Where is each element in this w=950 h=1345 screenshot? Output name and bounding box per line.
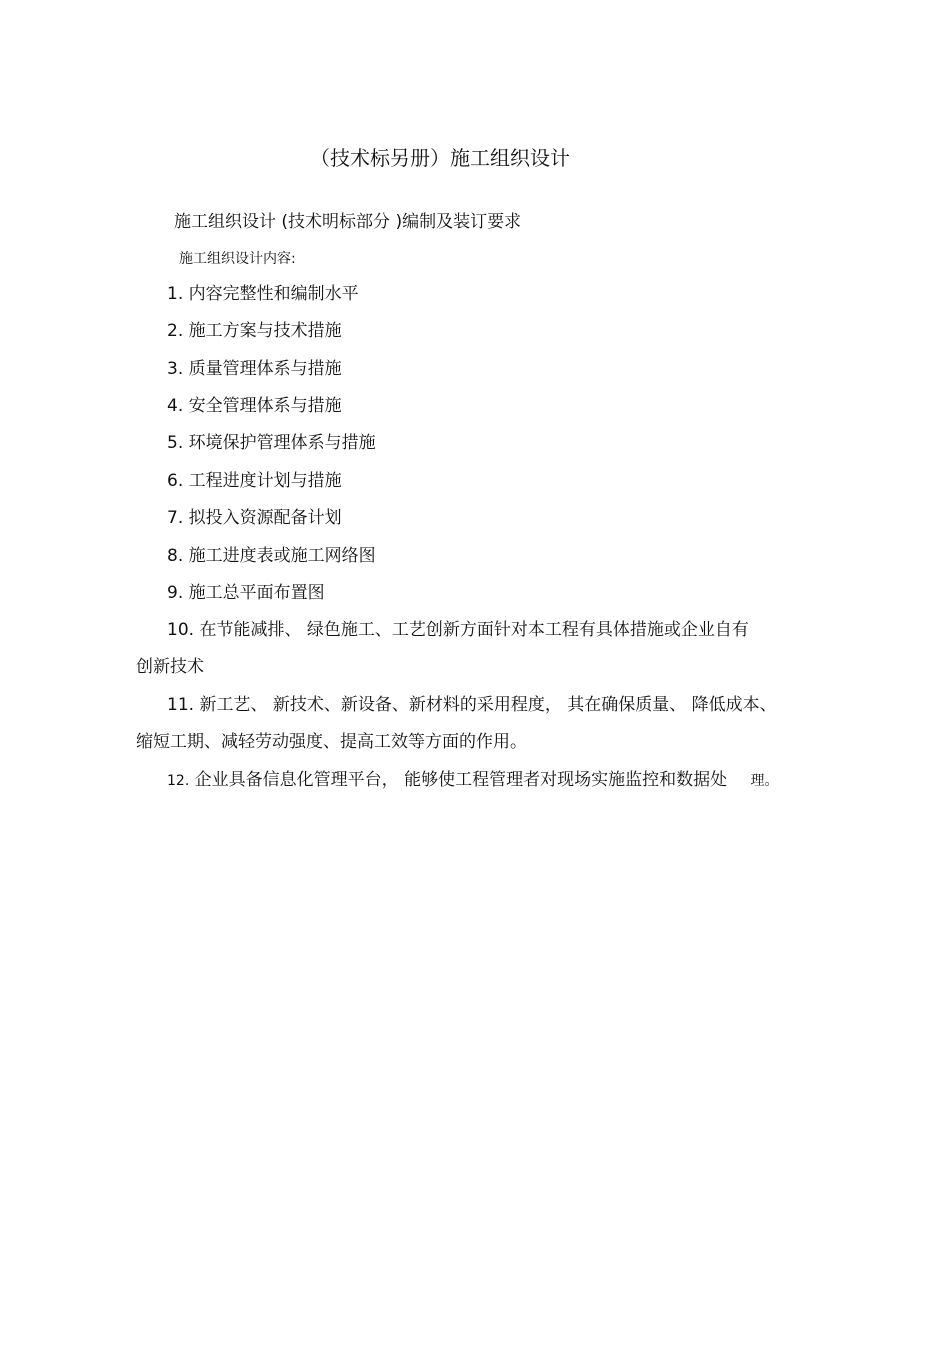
list-item-text: 施工总平面布置图 (188, 583, 325, 603)
list-item-number: 3. (167, 359, 184, 379)
list-item (167, 622, 749, 639)
list-item-number: 8. (167, 546, 184, 566)
list-item (167, 510, 342, 527)
list-item-text: 企业具备信息化管理平台， 能够使工程管理者对现场实施监控和数据处 (194, 770, 728, 790)
list-item-number: 11. (167, 695, 195, 715)
list-item (167, 473, 342, 490)
list-item-text: 安全管理体系与措施 (188, 396, 342, 416)
list-item-text: 质量管理体系与措施 (188, 359, 342, 379)
list-item (167, 548, 376, 565)
list-item-text: 环境保护管理体系与措施 (188, 433, 376, 453)
list-item-text: 新工艺、 新技术、新设备、新材料的采用程度， 其在确保质量、 降低成本、 (199, 695, 777, 715)
list-item-number: 9. (167, 583, 184, 603)
list-item-number: 2. (167, 321, 184, 341)
list-item (167, 697, 777, 714)
list-item (167, 398, 342, 415)
list-item-number: 7. (167, 508, 184, 528)
document-subtitle: 施工组织设计 (技术明标部分 )编制及装订要求 (174, 212, 522, 232)
list-item (167, 435, 376, 452)
list-item-text: 施工方案与技术措施 (188, 321, 342, 341)
list-item-number: 1. (167, 284, 184, 304)
document-title: （技术标另册）施工组织设计 (310, 146, 570, 170)
list-item-text: 内容完整性和编制水平 (188, 284, 359, 304)
list-item (167, 323, 342, 340)
list-item (167, 772, 778, 789)
list-item (167, 585, 325, 602)
list-item (167, 361, 342, 378)
list-item-continuation: 创新技术 (136, 657, 204, 677)
list-item-number: 6. (167, 471, 184, 491)
list-item-continuation: 缩短工期、减轻劳动强度、提高工效等方面的作用。 (136, 732, 527, 752)
list-item-number: 5. (167, 433, 184, 453)
content-intro: 施工组织设计内容: (179, 251, 296, 267)
list-item-number: 10. (167, 620, 195, 640)
list-item-text: 施工进度表或施工网络图 (188, 546, 376, 566)
list-item-text: 拟投入资源配备计划 (188, 508, 342, 528)
list-item (167, 286, 359, 303)
list-item-text: 工程进度计划与措施 (188, 471, 342, 491)
list-item-tail: 理。 (750, 773, 779, 789)
list-item-number: 4. (167, 396, 184, 416)
list-item-number: 12. (167, 773, 190, 789)
list-item-text: 在节能减排、 绿色施工、工艺创新方面针对本工程有具体措施或企业自有 (199, 620, 749, 640)
